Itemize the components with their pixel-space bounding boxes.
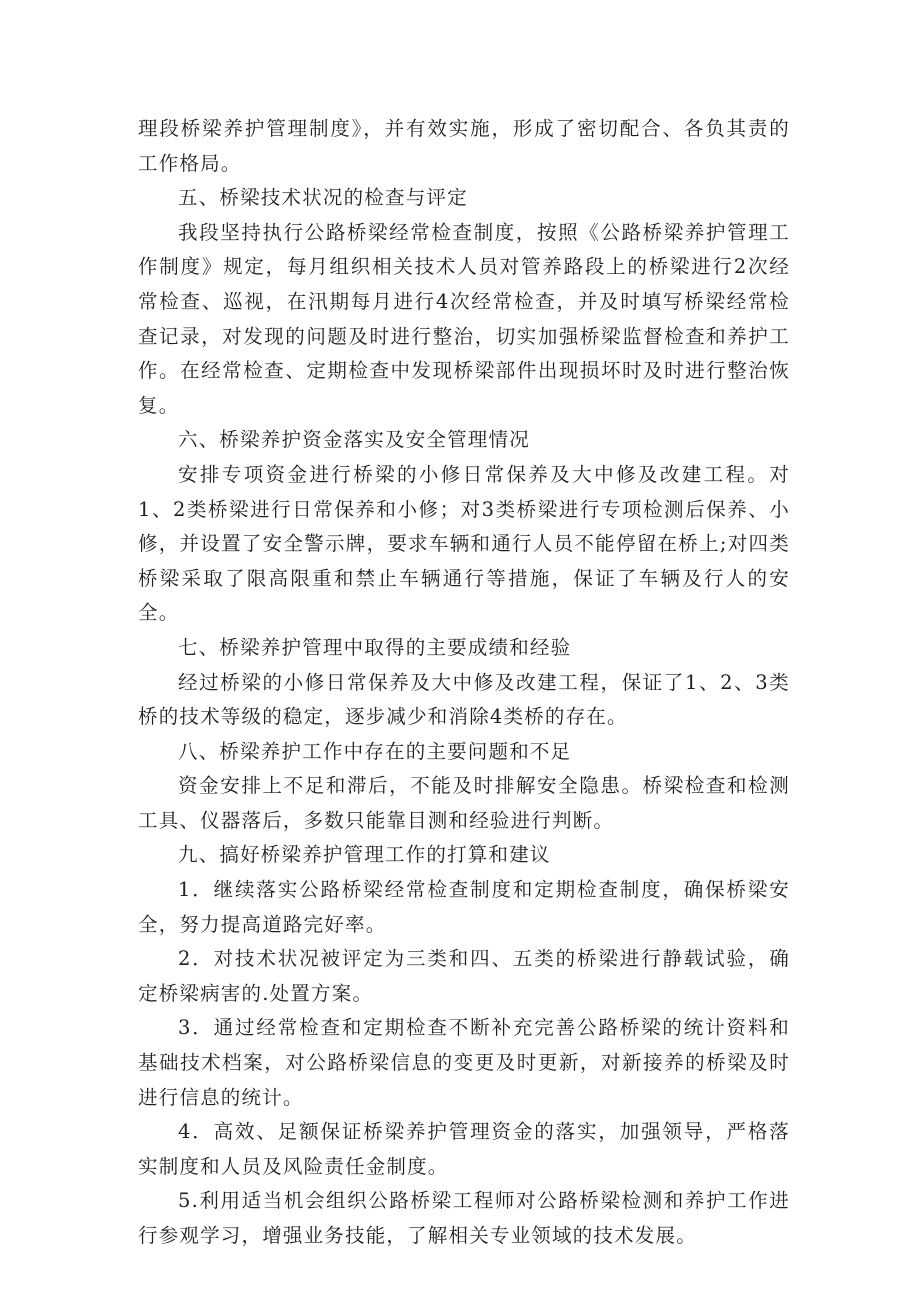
list-item-2: 2．对技术状况被评定为三类和四、五类的桥梁进行静载试验，确定桥梁病害的.处置方案。 bbox=[138, 947, 790, 1005]
paragraph-funding: 安排专项资金进行桥梁的小修日常保养及大中修及改建工程。对1、2类桥梁进行日常保养和小修；对3类桥梁进行专项检测后保养、小修，并设置了安全警示牌，要求车辆和通行人员不能停留在桥上;对四类桥梁采取了限高限重和禁止车辆通行等措施，保证了车辆及行人的安全。 bbox=[138, 462, 790, 625]
paragraph-achievements: 经过桥梁的小修日常保养及大中修及改建工程，保证了1、2、3类桥的技术等级的稳定，逐步减少和消除4类桥的存在。 bbox=[138, 670, 790, 729]
paragraph-problems: 资金安排上不足和滞后，不能及时排解安全隐患。桥梁检查和检测工具、仪器落后，多数只能靠目测和经验进行判断。 bbox=[138, 774, 790, 832]
list-item-4: 4．高效、足额保证桥梁养护管理资金的落实，加强领导，严格落实制度和人员及风险责任金制度。 bbox=[138, 1120, 790, 1178]
list-item-5: 5.利用适当机会组织公路桥梁工程师对公路桥梁检测和养护工作进行参观学习，增强业务技能，了解相关专业领域的技术发展。 bbox=[138, 1189, 790, 1247]
list-item-3: 3．通过经常检查和定期检查不断补充完善公路桥梁的统计资料和基础技术档案，对公路桥梁信息的变更及时更新，对新接养的桥梁及时进行信息的统计。 bbox=[138, 1016, 790, 1109]
section-heading-5: 五、桥梁技术状况的检查与评定 bbox=[178, 186, 468, 210]
list-item-1: 1．继续落实公路桥梁经常检查制度和定期检查制度，确保桥梁安全，努力提高道路完好率。 bbox=[138, 878, 790, 936]
section-heading-6: 六、桥梁养护资金落实及安全管理情况 bbox=[178, 428, 530, 452]
paragraph-continuation: 理段桥梁养护管理制度》，并有效实施，形成了密切配合、各负其责的工作格局。 bbox=[138, 117, 790, 175]
section-heading-7: 七、桥梁养护管理中取得的主要成绩和经验 bbox=[178, 635, 572, 659]
document-page bbox=[138, 112, 790, 1254]
section-heading-9: 九、搞好桥梁养护管理工作的打算和建议 bbox=[178, 843, 551, 867]
paragraph-inspection: 我段坚持执行公路桥梁经常检查制度，按照《公路桥梁养护管理工作制度》规定，每月组织相关技术人员对管养路段上的桥梁进行2次经常检查、巡视，在汛期每月进行4次经常检查，并及时填写桥梁经常检查记录，对发现的问题及时进行整治，切实加强桥梁监督检查和养护工作。在经常检查、定期检查中发现桥梁部件出现损坏时及时进行整治恢复。 bbox=[138, 220, 790, 417]
section-heading-8: 八、桥梁养护工作中存在的主要问题和不足 bbox=[178, 739, 572, 763]
